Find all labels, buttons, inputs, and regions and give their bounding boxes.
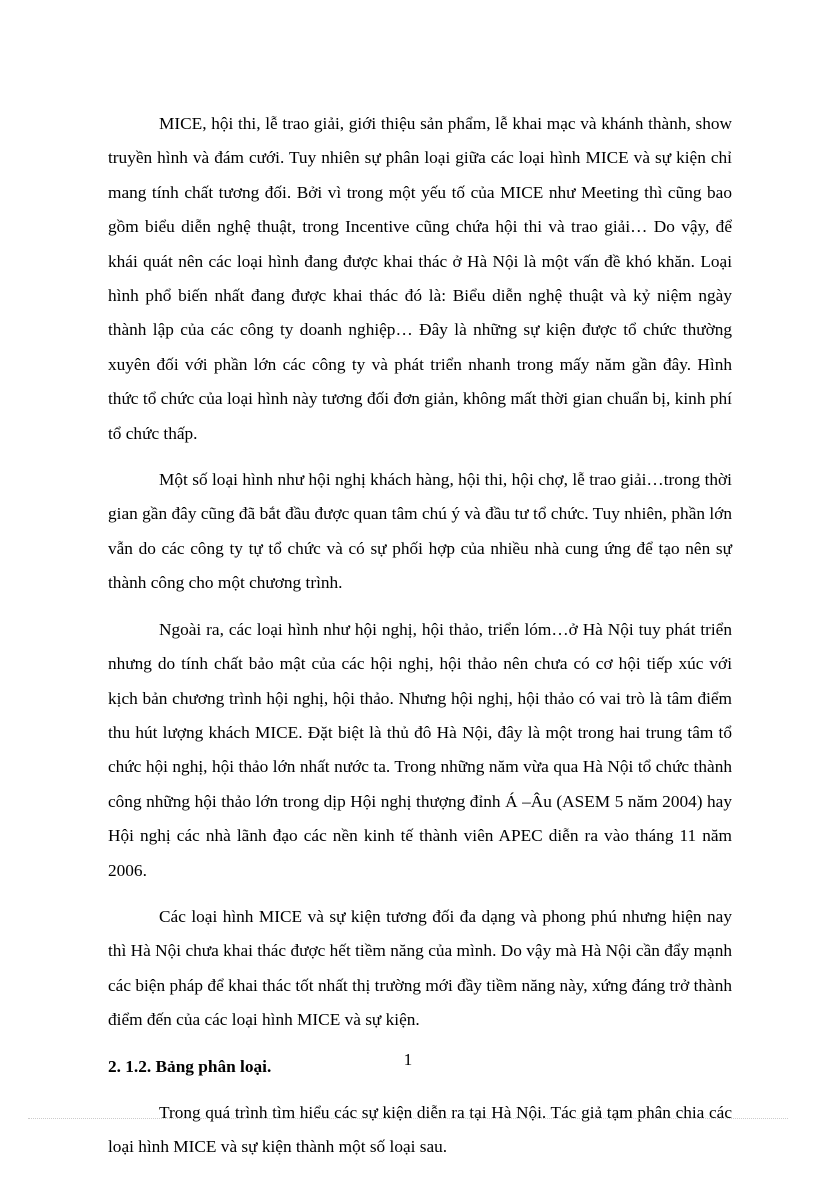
paragraph-conferences-seminars: Ngoài ra, các loại hình như hội nghị, hội thảo, triển lóm…ở Hà Nội tuy phát triển nhưng do tính chất bảo mật của các hội nghị, hội thảo nên chưa có cơ hội tiếp xúc với kịch bản chương trình hội nghị, hội thảo. Nhưng hội nghị, hội thảo có vai trò là tâm điểm thu hút lượng khách MICE. Đặt biệt là thủ đô Hà Nội, đây là một trong hai trung tâm tổ chức hội nghị, hội thảo lớn nhất nước ta. Trong những năm vừa qua Hà Nội tổ chức thành công những hội thảo lớn trong dịp Hội nghị thượng đỉnh Á –Âu (ASEM 5 năm 2004) hay Hội nghị các nhà lãnh đạo các nền kinh tế thành viên APEC diễn ra vào tháng 11 năm 2006. (108, 619, 732, 880)
paragraph-classification-intro: Trong quá trình tìm hiểu các sự kiện diễn ra tại Hà Nội. Tác giả tạm phân chia các loại hình MICE và sự kiện thành một số loại sau. (108, 1102, 732, 1157)
paragraph-hanoi-potential: Các loại hình MICE và sự kiện tương đối đa dạng và phong phú nhưng hiện nay thì Hà Nội chưa khai thác được hết tiềm năng của mình. Do vậy mà Hà Nội cần đẩy mạnh các biện pháp để khai thác tốt nhất thị trường mới đầy tiềm năng này, xứng đáng trở thành điểm đến của các loại hình MICE và sự kiện. (108, 906, 732, 1030)
page-bottom-divider (28, 1118, 788, 1119)
paragraph-mice-classification: MICE, hội thi, lễ trao giải, giới thiệu sản phẩm, lễ khai mạc và khánh thành, show truyền hình và đám cưới. Tuy nhiên sự phân loại giữa các loại hình MICE và sự kiện chỉ mang tính chất tương đối. Bởi vì trong một yếu tố của MICE như Meeting thì cũng bao gồm biểu diễn nghệ thuật, trong Incentive cũng chứa hội thi và trao giải… Do vậy, để khái quát nên các loại hình đang được khai thác ở Hà Nội là một vấn đề khó khăn. Loại hình phổ biến nhất đang được khai thác đó là: Biểu diễn nghệ thuật và kỷ niệm ngày thành lập của các công ty doanh nghiệp… Đây là những sự kiện được tổ chức thường xuyên đối với phần lớn các công ty và phát triển nhanh trong mấy năm gần đây. Hình thức tổ chức của loại hình này tương đối đơn giản, không mất thời gian chuẩn bị, kinh phí tổ chức thấp. (108, 114, 732, 443)
page-number: 1 (403, 1050, 413, 1069)
section-heading: 2. 1.2. Bảng phân loại. (108, 1056, 272, 1076)
page-body (108, 107, 732, 1177)
paragraph-customer-conferences: Một số loại hình như hội nghị khách hàng, hội thi, hội chợ, lễ trao giải…trong thời gian gần đây cũng đã bắt đầu được quan tâm chú ý và đầu tư tổ chức. Tuy nhiên, phần lớn vẫn do các công ty tự tổ chức và có sự phối hợp của nhiều nhà cung ứng để tạo nên sự thành công cho một chương trình. (108, 470, 732, 593)
